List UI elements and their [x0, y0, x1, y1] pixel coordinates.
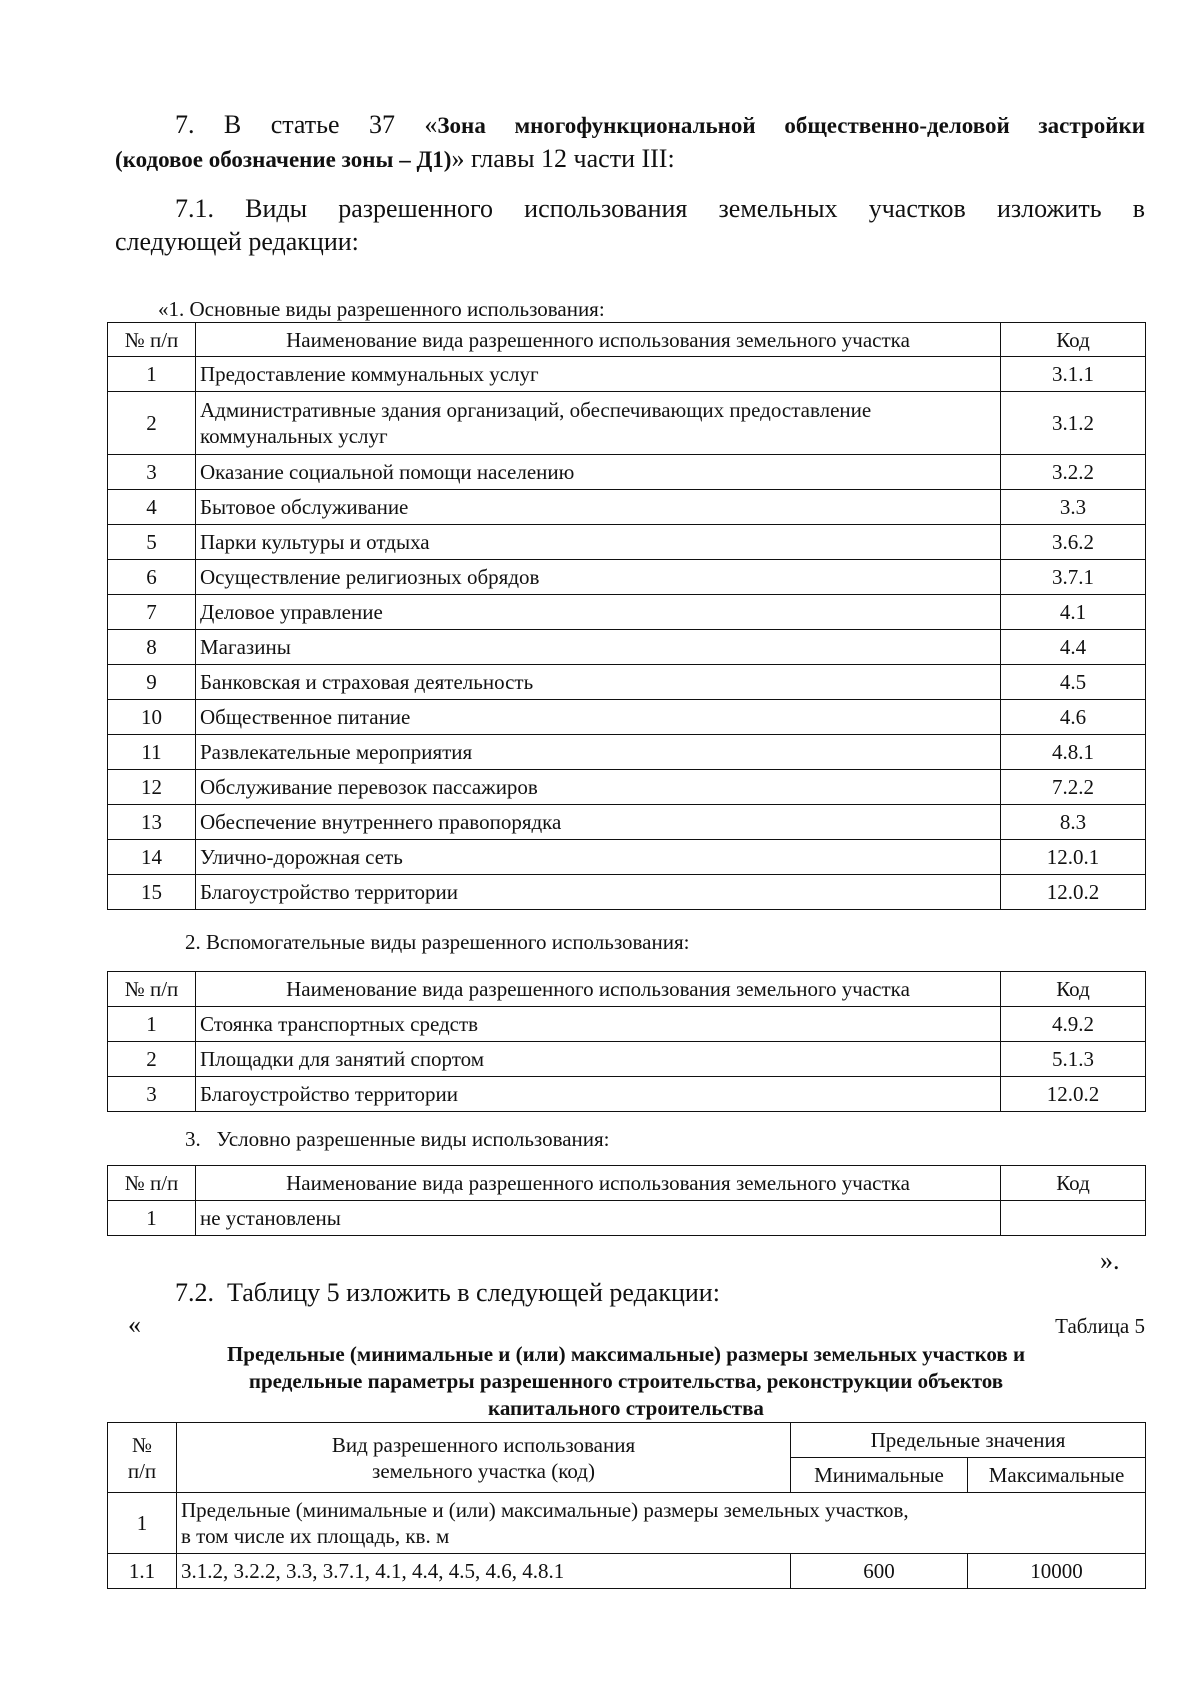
row-name: Обеспечение внутреннего правопорядка — [196, 805, 1001, 840]
row-code: 3.2.2 — [1001, 455, 1146, 490]
t5-row1-num: 1 — [108, 1493, 177, 1554]
t5-row11-num: 1.1 — [108, 1554, 177, 1589]
row-num: 13 — [108, 805, 196, 840]
row-code: 4.8.1 — [1001, 735, 1146, 770]
p7-tail: » главы 12 части III: — [451, 144, 675, 173]
t5-row11-min: 600 — [791, 1554, 968, 1589]
row-num: 1 — [108, 357, 196, 392]
t5-header-kind-line1: Вид разрешенного использования — [331, 1432, 636, 1457]
t5-header-max: Максимальные — [968, 1458, 1146, 1493]
header-num: № п/п — [108, 972, 196, 1007]
row-name: Обслуживание перевозок пассажиров — [196, 770, 1001, 805]
table5-title-line3: капитального строительства — [488, 1396, 764, 1420]
row-num: 2 — [108, 1042, 196, 1077]
opening-quote: « — [128, 1310, 141, 1339]
paragraph-7-2: 7.2. Таблицу 5 изложить в следующей редакции: — [175, 1278, 720, 1307]
row-num: 1 — [108, 1007, 196, 1042]
aux-uses-table — [107, 971, 1146, 1112]
table5-title — [107, 1341, 1145, 1422]
table-row — [108, 630, 1146, 665]
row-code — [1001, 1201, 1146, 1236]
row-code: 4.9.2 — [1001, 1007, 1146, 1042]
table-row — [108, 357, 1146, 392]
t5-row1-text — [177, 1493, 1146, 1554]
t5-header-kind-line2: земельного участка (код) — [372, 1458, 595, 1483]
row-name: Осуществление религиозных обрядов — [196, 560, 1001, 595]
table5 — [107, 1422, 1146, 1589]
table-row — [108, 455, 1146, 490]
table-row — [108, 1007, 1146, 1042]
row-code: 4.4 — [1001, 630, 1146, 665]
row-name: Магазины — [196, 630, 1001, 665]
t5-row1-text-line1: Предельные (минимальные и (или) максимальные) размеры земельных участков, — [181, 1498, 909, 1522]
header-code: Код — [1001, 1166, 1146, 1201]
header-code: Код — [1001, 323, 1146, 357]
table-row — [108, 1077, 1146, 1112]
row-num: 8 — [108, 630, 196, 665]
row-code: 4.6 — [1001, 700, 1146, 735]
caption-basic-uses: «1. Основные виды разрешенного использования: — [158, 297, 605, 321]
header-name: Наименование вида разрешенного использования земельного участка — [196, 1166, 1001, 1201]
conditional-uses-table — [107, 1165, 1146, 1236]
row-num: 14 — [108, 840, 196, 875]
row-name: не установлены — [196, 1201, 1001, 1236]
caption-aux-uses: 2. Вспомогательные виды разрешенного использования: — [185, 930, 690, 954]
table-row — [108, 700, 1146, 735]
t5-header-num-line2: п/п — [127, 1458, 157, 1483]
table-row — [108, 525, 1146, 560]
header-name: Наименование вида разрешенного использования земельного участка — [196, 972, 1001, 1007]
row-code: 8.3 — [1001, 805, 1146, 840]
table5-header-row-1 — [108, 1423, 1146, 1458]
row-name: Административные здания организаций, обеспечивающих предоставление коммунальных услуг — [196, 392, 1001, 455]
row-num: 3 — [108, 455, 196, 490]
row-name: Парки культуры и отдыха — [196, 525, 1001, 560]
row-name: Деловое управление — [196, 595, 1001, 630]
row-num: 7 — [108, 595, 196, 630]
row-code: 5.1.3 — [1001, 1042, 1146, 1077]
header-name: Наименование вида разрешенного использования земельного участка — [196, 323, 1001, 357]
row-code: 3.3 — [1001, 490, 1146, 525]
row-num: 5 — [108, 525, 196, 560]
row-name: Благоустройство территории — [196, 875, 1001, 910]
row-num: 9 — [108, 665, 196, 700]
row-code: 12.0.2 — [1001, 875, 1146, 910]
paragraph-7 — [115, 108, 1145, 176]
table-row — [108, 490, 1146, 525]
table-row — [108, 560, 1146, 595]
row-num: 1 — [108, 1201, 196, 1236]
row-code: 3.1.2 — [1001, 392, 1146, 455]
table-row — [108, 1493, 1146, 1554]
row-num: 11 — [108, 735, 196, 770]
row-name: Улично-дорожная сеть — [196, 840, 1001, 875]
row-code: 12.0.2 — [1001, 1077, 1146, 1112]
p71-line1: 7.1. Виды разрешенного использования земельных участков изложить в — [175, 194, 1145, 223]
row-name: Общественное питание — [196, 700, 1001, 735]
t5-row11-codes: 3.1.2, 3.2.2, 3.3, 3.7.1, 4.1, 4.4, 4.5, 4.6, 4.8.1 — [177, 1554, 791, 1589]
row-name: Благоустройство территории — [196, 1077, 1001, 1112]
row-name: Развлекательные мероприятия — [196, 735, 1001, 770]
table-row — [108, 770, 1146, 805]
t5-header-num-line1: № — [131, 1432, 153, 1457]
t5-header-num — [108, 1423, 177, 1493]
row-code: 7.2.2 — [1001, 770, 1146, 805]
t5-header-limits: Предельные значения — [791, 1423, 1146, 1458]
table-row — [108, 840, 1146, 875]
table5-title-line2: предельные параметры разрешенного строительства, реконструкции объектов — [248, 1369, 1004, 1393]
row-code: 3.7.1 — [1001, 560, 1146, 595]
closing-quote: ». — [1100, 1246, 1120, 1275]
table-header-row — [108, 323, 1146, 357]
p7-zone-name: Зона многофункциональной общественно-деловой застройки — [437, 113, 1145, 138]
table-header-row — [108, 1166, 1146, 1201]
row-num: 15 — [108, 875, 196, 910]
row-num: 2 — [108, 392, 196, 455]
p7-zone-code: (кодовое обозначение зоны – Д1) — [115, 147, 452, 172]
row-name: Оказание социальной помощи населению — [196, 455, 1001, 490]
row-num: 4 — [108, 490, 196, 525]
row-name: Стоянка транспортных средств — [196, 1007, 1001, 1042]
table-row — [108, 595, 1146, 630]
table-row — [108, 392, 1146, 455]
header-num: № п/п — [108, 323, 196, 357]
basic-uses-table — [107, 322, 1146, 910]
row-num: 6 — [108, 560, 196, 595]
t5-row1-text-line2: в том числе их площадь, кв. м — [181, 1524, 450, 1548]
header-num: № п/п — [108, 1166, 196, 1201]
row-code: 3.1.1 — [1001, 357, 1146, 392]
t5-header-kind — [177, 1423, 791, 1493]
row-num: 12 — [108, 770, 196, 805]
caption-conditional-uses: 3. Условно разрешенные виды использования: — [185, 1127, 610, 1151]
p71-line2: следующей редакции: — [115, 227, 359, 256]
row-num: 10 — [108, 700, 196, 735]
table-row — [108, 665, 1146, 700]
paragraph-7-1 — [115, 192, 1145, 258]
table-row — [108, 1554, 1146, 1589]
row-name: Бытовое обслуживание — [196, 490, 1001, 525]
row-name: Площадки для занятий спортом — [196, 1042, 1001, 1077]
row-code: 4.1 — [1001, 595, 1146, 630]
row-name: Предоставление коммунальных услуг — [196, 357, 1001, 392]
row-code: 12.0.1 — [1001, 840, 1146, 875]
t5-header-min: Минимальные — [791, 1458, 968, 1493]
table-row — [108, 875, 1146, 910]
table-row — [108, 735, 1146, 770]
table-row — [108, 1042, 1146, 1077]
table-row — [108, 805, 1146, 840]
row-name: Банковская и страховая деятельность — [196, 665, 1001, 700]
row-num: 3 — [108, 1077, 196, 1112]
table5-label: Таблица 5 — [1055, 1314, 1145, 1338]
p7-lead: 7. В статье 37 « — [175, 110, 438, 139]
table-row — [108, 1201, 1146, 1236]
table5-title-line1: Предельные (минимальные и (или) максимальные) размеры земельных участков и — [226, 1342, 1026, 1366]
t5-row11-max: 10000 — [968, 1554, 1146, 1589]
header-code: Код — [1001, 972, 1146, 1007]
row-code: 3.6.2 — [1001, 525, 1146, 560]
table-header-row — [108, 972, 1146, 1007]
row-code: 4.5 — [1001, 665, 1146, 700]
